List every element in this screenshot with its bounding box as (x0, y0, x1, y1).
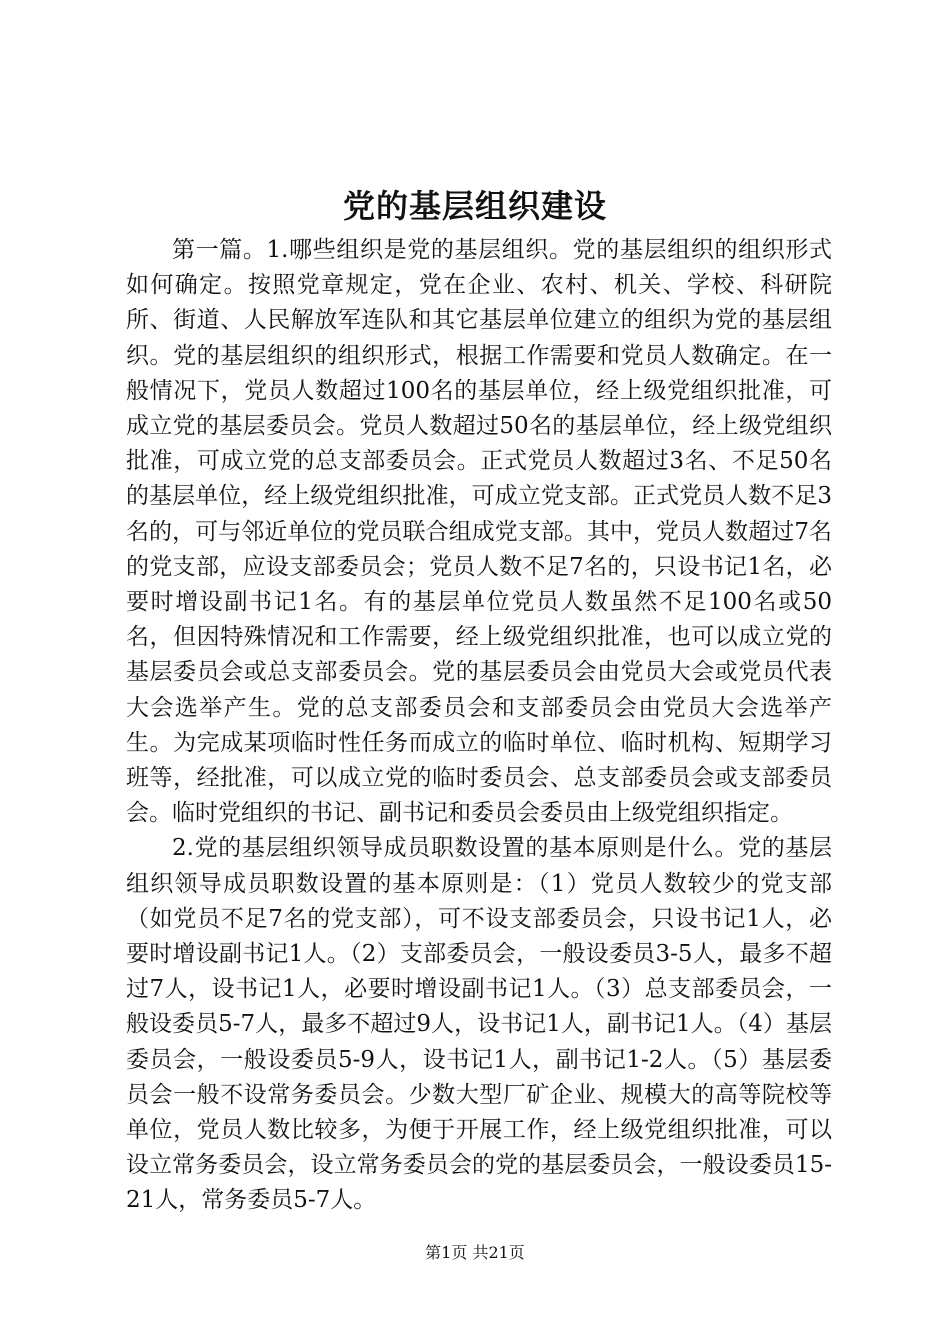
page-number-footer: 第1页 共21页 (425, 1243, 525, 1262)
paragraph-1: 第一篇。1.哪些组织是党的基层组织。党的基层组织的组织形式如何确定。按照党章规定，党在企业、农村、机关、学校、科研院所、街道、人民解放军连队和其它基层单位建立的组织为党的基层组织。党的基层组织的组织形式，根据工作需要和党员人数确定。在一般情况下，党员人数超过100名的基层单位，经上级党组织批准，可成立党的基层委员会。党员人数超过50名的基层单位，经上级党组织批准，可成立党的总支部委员会。正式党员人数超过3名、不足50名的基层单位，经上级党组织批准，可成立党支部。正式党员人数不足3名的，可与邻近单位的党员联合组成党支部。其中，党员人数超过7名的党支部，应设支部委员会；党员人数不足7名的，只设书记1名，必要时增设副书记1名。有的基层单位党员人数虽然不足100名或50名，但因特殊情况和工作需要，经上级党组织批准，也可以成立党的基层委员会或总支部委员会。党的基层委员会由党员大会或党员代表大会选举产生。党的总支部委员会和支部委员会由党员大会选举产生。为完成某项临时性任务而成立的临时单位、临时机构、短期学习班等，经批准，可以成立党的临时委员会、总支部委员会或支部委员会。临时党组织的书记、副书记和委员会委员由上级党组织指定。 (126, 237, 832, 827)
paragraph-2: 2.党的基层组织领导成员职数设置的基本原则是什么。党的基层组织领导成员职数设置的基本原则是：（1）党员人数较少的党支部（如党员不足7名的党支部），可不设支部委员会，只设书记1人，必要时增设副书记1人。（2）支部委员会，一般设委员3-5人，最多不超过7人，设书记1人，必要时增设副书记1人。（3）总支部委员会，一般设委员5-7人，最多不超过9人，设书记1人，副书记1人。（4）基层委员会，一般设委员5-9人，设书记1人，副书记1-2人。（5）基层委员会一般不设常务委员会。少数大型厂矿企业、规模大的高等院校等单位，党员人数比较多，为便于开展工作，经上级党组织批准，可以设立常务委员会，设立常务委员会的党的基层委员会，一般设委员15-21人，常务委员5-7人。 (126, 835, 832, 1214)
document-body (126, 233, 832, 1219)
document-title: 党的基层组织建设 (342, 187, 607, 225)
